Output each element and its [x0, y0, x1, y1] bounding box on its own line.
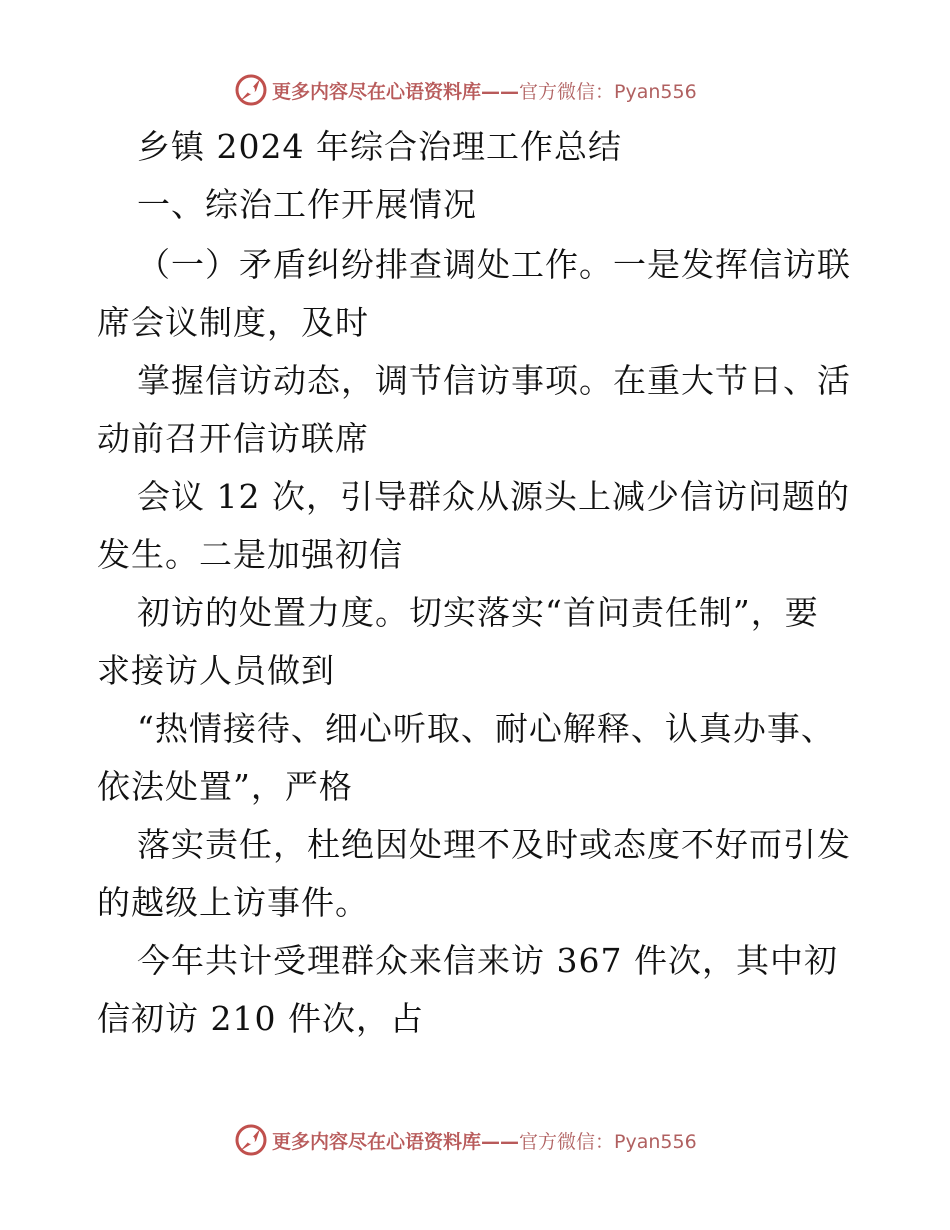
brand-text: 更多内容尽在心语资料库	[272, 80, 482, 103]
paragraph-line: 今年共计受理群众来信来访 367 件次，其中初	[137, 941, 838, 980]
document-title: 乡镇 2024 年综合治理工作总结	[137, 127, 622, 166]
wechat-id: Pyan556	[614, 1130, 697, 1153]
paragraph-line: 落实责任，杜绝因处理不及时或态度不好而引发	[137, 825, 851, 864]
footer-watermark-text	[272, 1127, 697, 1154]
paragraph-line: 席会议制度，及时	[97, 303, 369, 342]
brand-text: 更多内容尽在心语资料库	[272, 1130, 482, 1153]
quill-logo-icon	[234, 73, 268, 107]
paragraph-line: 的越级上访事件。	[97, 883, 369, 922]
paragraph-line: 依法处置”，严格	[97, 767, 353, 806]
dash-text: ——	[481, 1130, 520, 1153]
paragraph-line: 掌握信访动态，调节信访事项。在重大节日、活	[137, 361, 851, 400]
wechat-label: 官方微信：	[519, 1130, 615, 1153]
paragraph-line: 信初访 210 件次，占	[97, 999, 424, 1038]
wechat-id: Pyan556	[614, 80, 697, 103]
paragraph-line: 初访的处置力度。切实落实“首问责任制”，要	[137, 593, 819, 632]
wechat-label: 官方微信：	[519, 80, 615, 103]
paragraph-line: “热情接待、细心听取、耐心解释、认真办事、	[137, 709, 835, 748]
paragraph-line: 发生。二是加强初信	[97, 535, 403, 574]
paragraph-line: （一）矛盾纠纷排查调处工作。一是发挥信访联	[137, 245, 851, 284]
header-watermark-text	[272, 77, 697, 104]
quill-logo-icon	[234, 1123, 268, 1157]
footer-watermark	[0, 1120, 950, 1160]
header-watermark	[0, 70, 950, 110]
section-heading: 一、综治工作开展情况	[137, 185, 477, 224]
paragraph-line: 会议 12 次，引导群众从源头上减少信访问题的	[137, 477, 850, 516]
paragraph-line: 求接访人员做到	[97, 651, 335, 690]
paragraph-line: 动前召开信访联席	[97, 419, 369, 458]
dash-text: ——	[481, 80, 520, 103]
